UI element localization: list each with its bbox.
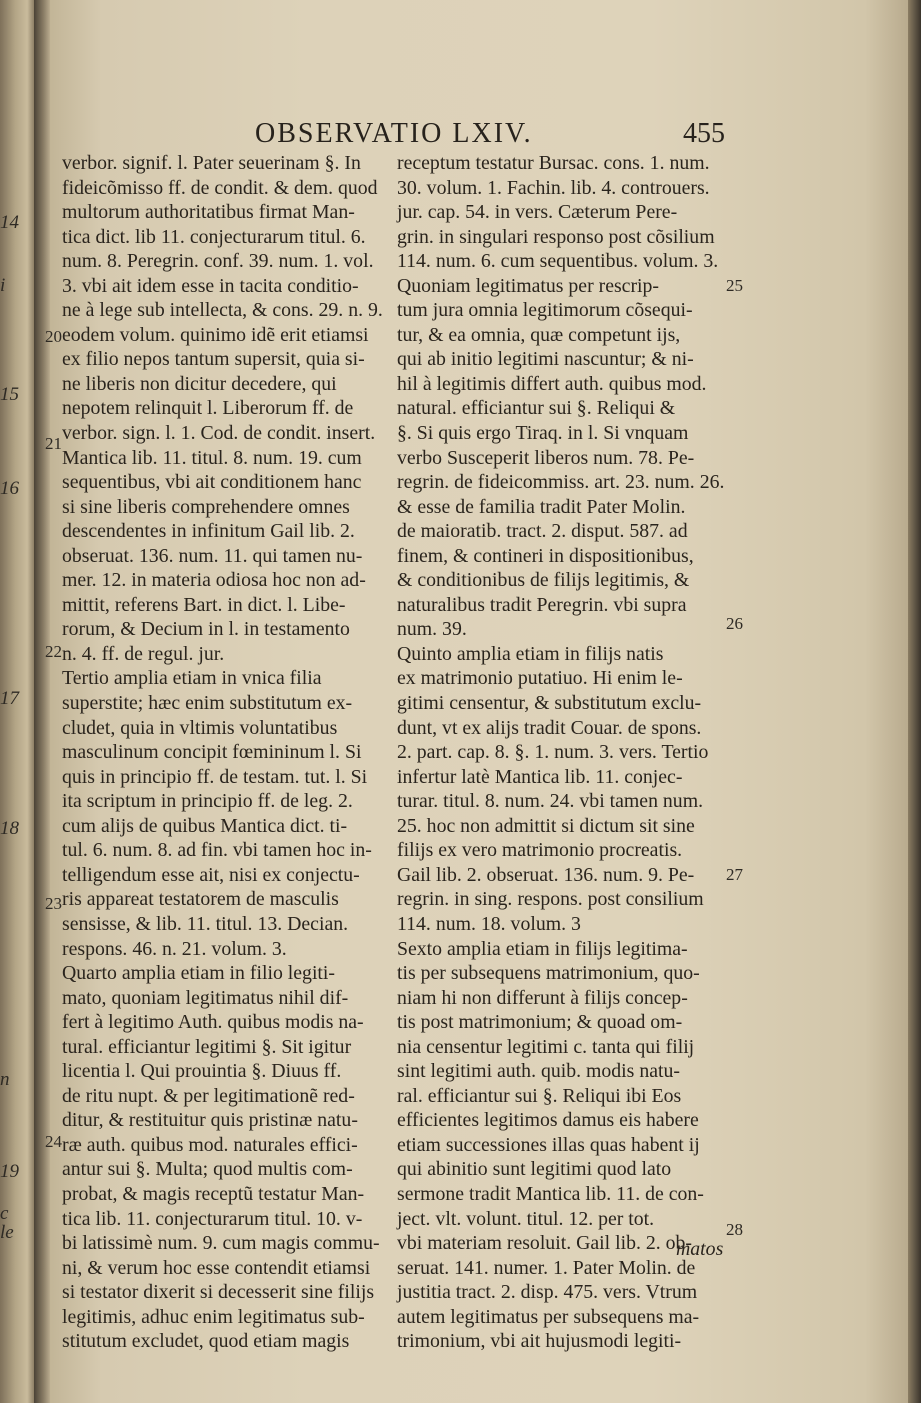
running-title: OBSERVATIO LXIV. [255,118,533,149]
text-line: quis in principio ff. de testam. tut. l. Si [62,765,368,788]
text-line: 114. num. 18. volum. 3 [397,912,581,935]
text-line: Mantica lib. 11. titul. 8. num. 19. cum [62,446,362,469]
text-line: tur, & ea omnia, quæ competunt ijs, [397,323,681,346]
margin-note-number: 25 [726,276,743,295]
text-line: ral. efficiantur sui §. Reliqui ibi Eos [397,1084,682,1107]
text-line: mittit, referens Bart. in dict. l. Libe- [62,593,346,616]
text-line: finem, & contineri in dispositionibus, [397,544,694,567]
text-line: Sexto amplia etiam in filijs legitima- [397,937,688,960]
previous-page-margin-fragment: le [0,1222,14,1243]
page-number: 455 [683,118,725,149]
text-line: qui abinitio sunt legitimi quod lato [397,1158,672,1181]
text-line: bi latissimè num. 9. cum magis commu- [62,1232,380,1255]
text-line: tica lib. 11. conjecturarum titul. 10. v- [62,1207,363,1230]
text-line: regrin. in sing. respons. post consilium [397,888,704,911]
text-line: naturalibus tradit Peregrin. vbi supra [397,593,687,616]
text-line: Gail lib. 2. obseruat. 136. num. 9. Pe- [397,863,695,886]
text-line: de maioratib. tract. 2. disput. 587. ad [397,520,688,543]
text-line: autem legitimatus per subsequens ma- [397,1305,700,1328]
left-text-column [62,151,400,1354]
text-line: grin. in singulari responso post cõsilium [397,225,715,248]
page-header [50,118,908,152]
text-line: sequentibus, vbi ait conditionem hanc [62,471,362,494]
text-line: gitimi censentur, & substitutum exclu- [397,692,702,715]
text-line: telligendum esse ait, nisi ex conjectu- [62,863,360,886]
text-line: tural. efficiantur legitimi §. Sit igitur [62,1035,352,1058]
text-line: etiam successiones illas quas habent ij [397,1133,700,1156]
text-line: verbo Susceperit liberos num. 78. Pe- [397,446,695,469]
text-line: 25. hoc non admittit si dictum sit sine [397,814,695,837]
text-line: niam hi non differunt à filijs concep- [397,986,688,1009]
text-line: num. 39. [397,618,467,641]
margin-note-number: 28 [726,1220,743,1239]
text-line: probat, & magis receptũ testatur Man- [62,1182,365,1205]
text-line: legitimis, adhuc enim legitimatus sub- [62,1305,365,1328]
previous-page-margin-fragment: n [0,1069,10,1090]
previous-page-margin-fragment: 16 [0,478,19,499]
text-line: ræ auth. quibus mod. naturales effici- [62,1133,358,1156]
text-line: 3. vbi ait idem esse in tacita conditio- [62,274,359,297]
text-line: nia censentur legitimi c. tanta qui filij [397,1035,695,1058]
previous-page-margin-fragment: 19 [0,1161,19,1182]
text-line: eodem volum. quinimo idẽ erit etiamsi [62,323,369,346]
text-line: cludet, quia in vltimis voluntatibus [62,716,338,739]
text-line: tis post matrimonium; & quoad om- [397,1011,683,1034]
text-line: seruat. 141. numer. 1. Pater Molin. de [397,1256,696,1279]
text-line: si sine liberis comprehendere omnes [62,495,350,518]
page-right-edge [908,0,921,1403]
text-line: ditur, & restituitur quis pristinæ natu- [62,1109,358,1132]
text-line: trimonium, vbi ait hujusmodi legiti- [397,1330,682,1353]
text-line: antur sui §. Multa; quod multis com- [62,1158,353,1181]
text-line: & conditionibus de filijs legitimis, & [397,569,690,592]
text-line: masculinum concipit fœmininum l. Si [62,741,362,764]
text-line: tis per subsequens matrimonium, quo- [397,962,700,985]
text-line: 2. part. cap. 8. §. 1. num. 3. vers. Tertio [397,741,709,764]
text-line: Quoniam legitimatus per rescrip- [397,274,660,297]
text-line: rorum, & Decium in l. in testamento [62,618,350,641]
text-line: fert à legitimo Auth. quibus modis na- [62,1011,364,1034]
text-line: sint legitimi auth. quib. modis natu- [397,1060,680,1083]
text-line: respons. 46. n. 21. volum. 3. [62,937,287,960]
text-line: ita scriptum in principio ff. de leg. 2. [62,790,353,813]
text-line: superstite; hæc enim substitutum ex- [62,692,353,715]
right-text-column [397,151,742,1354]
text-line: obseruat. 136. num. 11. qui tamen nu- [62,544,363,567]
text-line: ne liberis non dicitur decedere, qui [62,372,337,395]
text-line: multorum authoritatibus firmat Man- [62,201,355,224]
previous-page-edge [0,0,34,1403]
text-line: n. 4. ff. de regul. jur. [62,642,225,665]
margin-note-number: 21 [45,434,62,453]
text-line: efficientes legitimos damus eis habere [397,1109,699,1132]
text-line: de ritu nupt. & per legitimationẽ red- [62,1084,355,1107]
text-line: tul. 6. num. 8. ad fin. vbi tamen hoc in- [62,839,372,862]
text-line: qui ab initio legitimi nascuntur; & ni- [397,348,694,371]
book-gutter [34,0,50,1403]
text-line: descendentes in infinitum Gail lib. 2. [62,520,355,543]
text-line: infertur latè Mantica lib. 11. conjec- [397,765,683,788]
text-line: Quarto amplia etiam in filio legiti- [62,962,336,985]
text-line: natural. efficiantur sui §. Reliqui & [397,397,676,420]
previous-page-margin-fragment: 18 [0,818,19,839]
text-line: num. 8. Peregrin. conf. 39. num. 1. vol. [62,250,374,273]
text-line: si testator dixerit si decesserit sine filijs [62,1281,375,1304]
text-line: Quinto amplia etiam in filijs natis [397,642,664,665]
previous-page-margin-fragment: i [0,275,6,296]
text-line: turar. titul. 8. num. 24. vbi tamen num. [397,790,704,813]
text-line: vbi materiam resoluit. Gail lib. 2. ob- [397,1232,693,1255]
text-line: ject. vlt. volunt. titul. 12. per tot. [397,1207,655,1230]
text-line: fideicõmisso ff. de condit. & dem. quod [62,176,378,199]
text-line: tum jura omnia legitimorum cõsequi- [397,299,693,322]
margin-note-number: 22 [45,642,62,661]
text-line: 30. volum. 1. Fachin. lib. 4. controuers. [397,176,710,199]
margin-note-number: 20 [45,327,62,346]
previous-page-margin-fragment: 15 [0,384,19,405]
text-line: licentia l. Qui prouintia §. Diuus ff. [62,1060,342,1083]
catchword: matos [676,1238,724,1260]
text-line: sensisse, & lib. 11. titul. 13. Decian. [62,912,349,935]
text-line: ris appareat testatorem de masculis [62,888,339,911]
text-line: mer. 12. in materia odiosa hoc non ad- [62,569,366,592]
book-page [45,0,908,1403]
text-line: tica dict. lib 11. conjecturarum titul. 6. [62,225,366,248]
text-line: & esse de familia tradit Pater Molin. [397,495,686,518]
text-line: jur. cap. 54. in vers. Cæterum Pere- [397,201,678,224]
text-line: ex filio nepos tantum supersit, quia si- [62,348,365,371]
text-line: 114. num. 6. cum sequentibus. volum. 3. [397,250,719,273]
text-line: Tertio amplia etiam in vnica filia [62,667,322,690]
text-line: hil à legitimis differt auth. quibus mod. [397,372,707,395]
text-line: justitia tract. 2. disp. 475. vers. Vtrum [397,1281,698,1304]
previous-page-margin-fragment: 14 [0,212,19,233]
text-line: regrin. de fideicommiss. art. 23. num. 26. [397,471,725,494]
margin-note-number: 26 [726,614,743,633]
text-line: verbor. sign. l. 1. Cod. de condit. insert. [62,422,376,445]
text-line: mato, quoniam legitimatus nihil dif- [62,986,349,1009]
text-line: cum alijs de quibus Mantica dict. ti- [62,814,348,837]
text-line: verbor. signif. l. Pater seuerinam §. In [62,152,361,174]
margin-note-number: 23 [45,894,62,913]
text-line: receptum testatur Bursac. cons. 1. num. [397,152,710,174]
margin-note-number: 24 [45,1132,62,1151]
text-line: dunt, vt ex alijs tradit Couar. de spons. [397,716,702,739]
previous-page-margin-fragment: c [0,1203,9,1224]
text-line: ex matrimonio putatiuo. Hi enim le- [397,667,683,690]
text-line: §. Si quis ergo Tiraq. in l. Si vnquam [397,422,689,445]
text-line: ne à lege sub intellecta, & cons. 29. n. 9. [62,299,383,322]
text-line: sermone tradit Mantica lib. 11. de con- [397,1182,704,1205]
text-line: filijs ex vero matrimonio procreatis. [397,839,683,862]
text-line: stitutum excludet, quod etiam magis [62,1330,350,1353]
text-line: ni, & verum hoc esse contendit etiamsi [62,1256,371,1279]
text-line: nepotem relinquit l. Liberorum ff. de [62,397,354,420]
margin-note-number: 27 [726,865,743,884]
previous-page-margin-fragment: 17 [0,688,19,709]
